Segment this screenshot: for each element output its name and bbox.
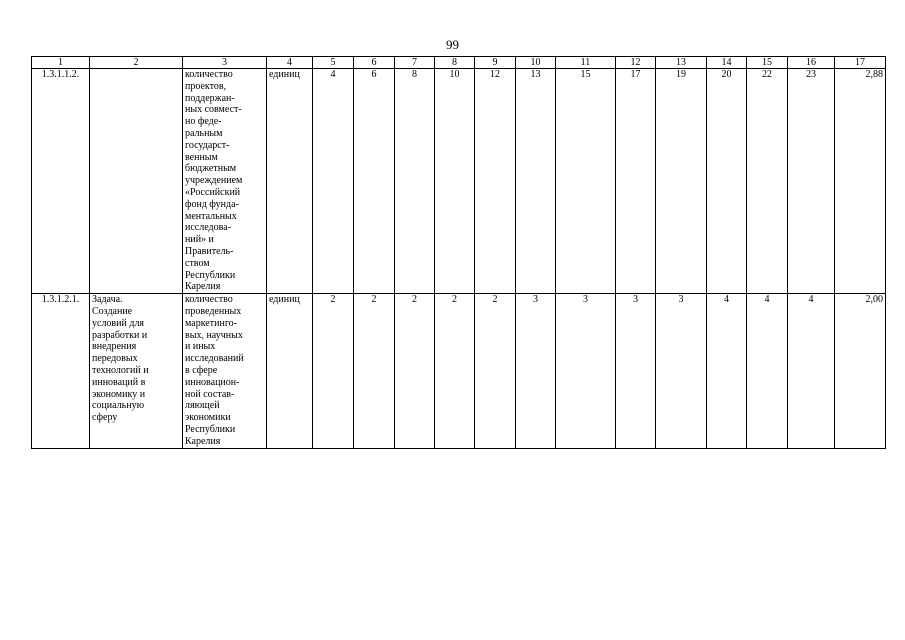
column-header: 14 <box>707 57 747 69</box>
ratio-cell: 2,88 <box>835 69 886 294</box>
value-cell: 2 <box>475 294 516 448</box>
value-cell: 13 <box>516 69 556 294</box>
header-row <box>32 57 886 69</box>
value-cell: 2 <box>395 294 435 448</box>
column-header: 3 <box>183 57 267 69</box>
value-cell: 2 <box>354 294 395 448</box>
indicator-cell <box>183 69 267 294</box>
value-cell: 3 <box>516 294 556 448</box>
value-cell: 10 <box>435 69 475 294</box>
column-header: 5 <box>313 57 354 69</box>
ratio-cell: 2,00 <box>835 294 886 448</box>
value-cell: 3 <box>656 294 707 448</box>
table-row <box>32 294 886 448</box>
value-cell: 23 <box>788 69 835 294</box>
value-cell: 12 <box>475 69 516 294</box>
column-header: 8 <box>435 57 475 69</box>
value-cell: 22 <box>747 69 788 294</box>
column-header: 16 <box>788 57 835 69</box>
value-cell: 6 <box>354 69 395 294</box>
page-number: 99 <box>446 37 459 52</box>
value-cell: 19 <box>656 69 707 294</box>
task-text: Задача. Создание условий для разработки и внедрения передовых технологий и инноваций в экономику и социальную сферу <box>92 294 149 424</box>
column-header: 15 <box>747 57 788 69</box>
row-code: 1.3.1.2.1. <box>32 294 90 448</box>
column-header: 9 <box>475 57 516 69</box>
column-header: 11 <box>556 57 616 69</box>
column-header: 1 <box>32 57 90 69</box>
column-header: 10 <box>516 57 556 69</box>
value-cell: 3 <box>616 294 656 448</box>
column-header: 7 <box>395 57 435 69</box>
column-header: 2 <box>90 57 183 69</box>
column-header: 4 <box>267 57 313 69</box>
column-header: 17 <box>835 57 886 69</box>
table-row <box>32 69 886 294</box>
indicators-table <box>31 56 886 449</box>
indicator-text: количество проектов, поддержан- ных совмест- но феде- ральным государст- венным бюджетным учреждением «Российский фонд фунда- ментальных исследова- ний» и Правитель- ством Республики Карелия <box>185 69 243 293</box>
column-header: 6 <box>354 57 395 69</box>
value-cell: 4 <box>707 294 747 448</box>
task-cell <box>90 69 183 294</box>
value-cell: 4 <box>788 294 835 448</box>
value-cell: 17 <box>616 69 656 294</box>
row-code: 1.3.1.1.2. <box>32 69 90 294</box>
column-header: 12 <box>616 57 656 69</box>
value-cell: 8 <box>395 69 435 294</box>
unit-cell: единиц <box>267 294 313 448</box>
indicator-cell <box>183 294 267 448</box>
value-cell: 15 <box>556 69 616 294</box>
task-cell <box>90 294 183 448</box>
value-cell: 2 <box>313 294 354 448</box>
value-cell: 3 <box>556 294 616 448</box>
column-header: 13 <box>656 57 707 69</box>
value-cell: 2 <box>435 294 475 448</box>
unit-cell: единиц <box>267 69 313 294</box>
value-cell: 20 <box>707 69 747 294</box>
indicator-text: количество проведенных маркетинго- вых, научных и иных исследований в сфере инновацион- ной состав- ляющей экономики Республики Карелия <box>185 294 244 447</box>
value-cell: 4 <box>313 69 354 294</box>
value-cell: 4 <box>747 294 788 448</box>
